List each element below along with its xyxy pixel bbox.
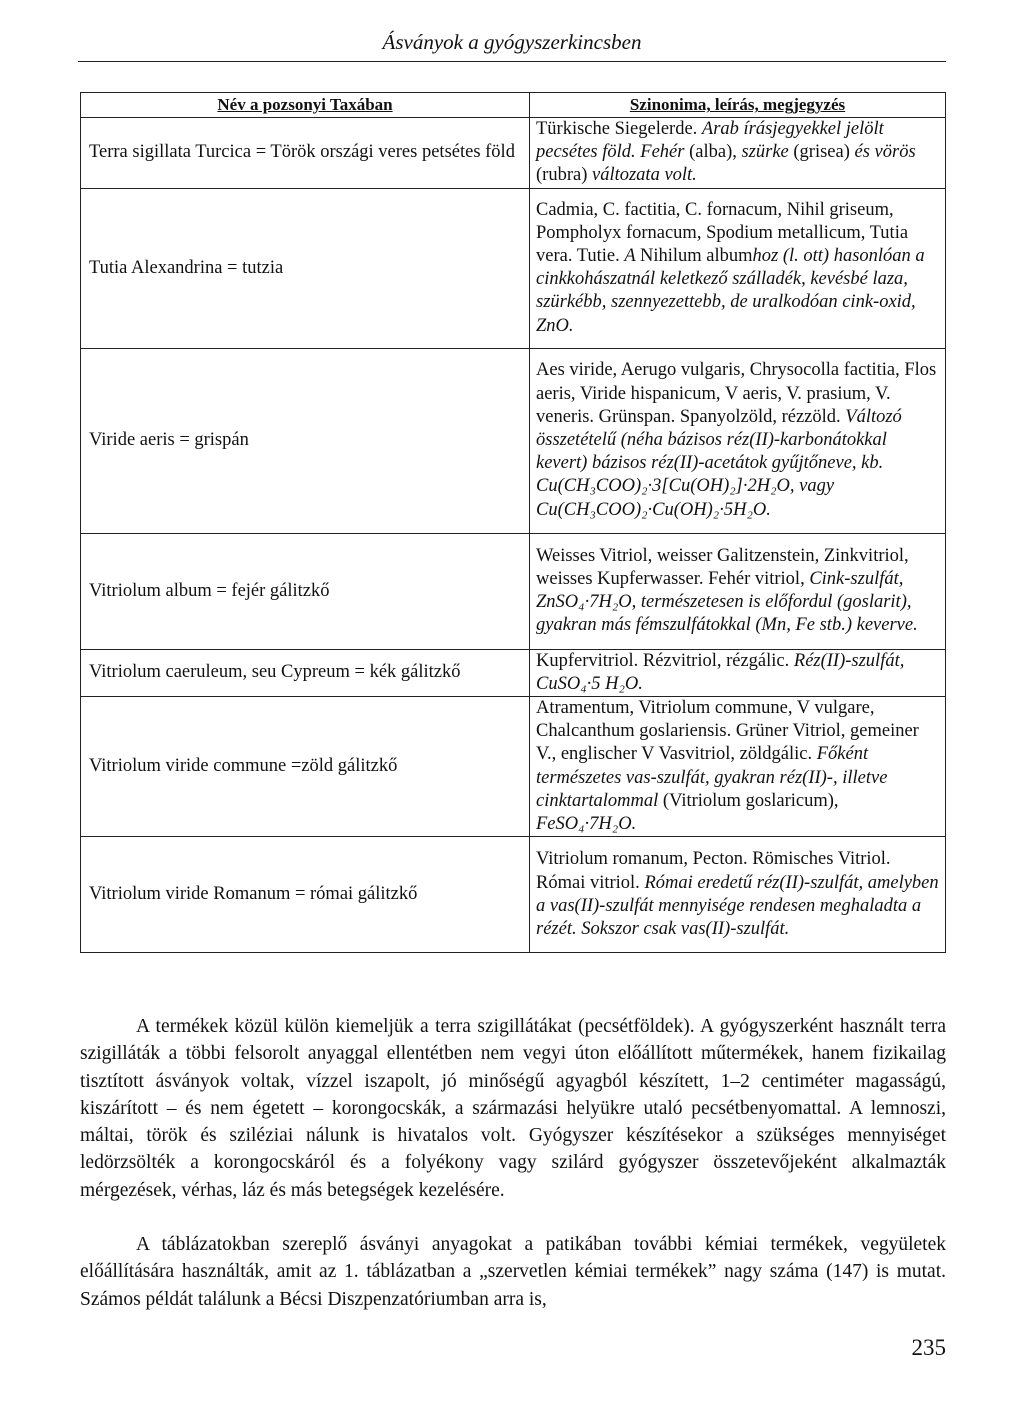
synonym-cell [530, 649, 946, 696]
body-paragraph-1: A termékek közül külön kiemeljük a terra szigillátákat (pecsétföldek). A gyógyszerként használt terra szigilláták a többi felsorolt anyaggal ellentétben nem vegyi úton előállított műtermékek, hanem fizikailag tisztított ásványok voltak, vízzel iszapolt, jó minőségű agyagból készített, 1–2 centiméter magasságú, kiszárított – és nem égetett – korongocskák, a származási helyükre utaló pecsétbenyomattal. A lemnoszi, máltai, török és sziléziai nálunk is hivatalos volt. Gyógyszer készítésekor a szükséges mennyiséget ledörzsölték a korongocskáról és a folyékony vagy szilárd gyógyszer összetevőjeként alkalmazták mérgezések, vérhas, láz és más betegségek kezelésére. [80, 1016, 946, 1201]
taxa-name-cell: Viride aeris = grispán [81, 348, 530, 533]
synonym-cell [530, 348, 946, 533]
running-header: Ásványok a gyógyszerkincsben [382, 30, 642, 54]
plain-text: Weisses Vitriol, weisser Galitzenstein, Zinkvitriol, weisses Kupferwasser. Fehér vitriol, [536, 545, 909, 589]
taxa-table [80, 92, 946, 953]
page-number: 235 [911, 1335, 946, 1360]
plain-text: Nihilum album [639, 245, 753, 266]
italic-text: Cink-szulfát, ZnSO₄·7H₂O, természetesen is előfordul (goslarit), gyakran más fémszulfátokkal (Mn, Fe stb.) keverve. [536, 568, 918, 636]
italic-text: Változó összetételű (néha bázisos réz(II)-karbonátokkal kevert) bázisos réz(II)-acetátok gyűjtőneve, kb. Cu(CH₃COO)₂·3[Cu(OH)₂]·2H₂O, vagy Cu(CH₃COO)₂·Cu(OH)₂·5H₂O. [536, 406, 902, 520]
synonym-cell [530, 697, 946, 837]
plain-text: Atramentum, Vitriolum commune, V vulgare, Chalcanthum goslariensis. Grüner Vitriol, gemeiner V., englischer V Vasvitriol, zöldgálic. [536, 698, 919, 765]
italic-text: Réz(II)-szulfát, CuSO₄·5 H₂O. [536, 650, 905, 694]
italic-text: hoz (l. ott) hasonlóan a cinkkohászatnál keletkező szálladék, kevésbé laza, szürkébb, szennyezettebb, de uralkodóan cink-oxid, ZnO. [536, 245, 925, 336]
italic-text: Főként természetes vas-szulfát, gyakran réz(II)-, illetve cinktartalommal [536, 744, 888, 811]
table-row [81, 188, 946, 348]
synonym-cell [530, 533, 946, 649]
italic-text: Római eredetű réz(II)-szulfát, amelyben a vas(II)-szulfát mennyisége rendesen meghaladta a rézét. Sokszor csak vas(II)-szulfát. [536, 872, 939, 939]
italic-text: FeSO₄·7H₂O. [536, 814, 637, 835]
italic-text: szürke [741, 142, 794, 163]
table-header-row [81, 93, 946, 118]
table-row [81, 348, 946, 533]
header-rule [78, 61, 946, 62]
taxa-name-cell: Vitriolum viride Romanum = római gálitzkő [81, 837, 530, 953]
taxa-name-cell: Vitriolum caeruleum, seu Cypreum = kék gálitzkő [81, 649, 530, 696]
plain-text: (alba), [689, 142, 742, 163]
plain-text: (grisea) [793, 142, 855, 163]
plain-text: Cadmia, C. factitia, C. fornacum, Nihil griseum, Pompholyx fornacum, Spodium metallicum, Tutia vera. Tutie. [536, 199, 909, 266]
italic-text: változata volt. [591, 165, 697, 186]
synonym-cell [530, 118, 946, 189]
table-row [81, 533, 946, 649]
synonym-cell [530, 837, 946, 953]
italic-text: Arab írásjegyekkel jelölt pecsétes föld. Fehér [536, 119, 884, 163]
column-header-synonym: Szinonima, leírás, megjegyzés [530, 93, 946, 118]
taxa-name-cell: Vitriolum album = fejér gálitzkő [81, 533, 530, 649]
plain-text: Türkische Siegelerde. [536, 119, 702, 139]
plain-text: (rubra) [536, 165, 592, 186]
table-row [81, 697, 946, 837]
taxa-name-cell: Vitriolum viride commune =zöld gálitzkő [81, 697, 530, 837]
taxa-name-cell: Tutia Alexandrina = tutzia [81, 188, 530, 348]
table-row [81, 118, 946, 189]
table-row [81, 649, 946, 696]
body-paragraph-2: A táblázatokban szereplő ásványi anyagokat a patikában további kémiai termékek, vegyületek előállítására használták, amit az 1. táblázatban a „szervetlen kémiai termékek” nagy száma (147) is mutat. Számos példát találunk a Bécsi Diszpenzatóriumban arra is, [80, 1234, 946, 1310]
italic-text: A [624, 245, 640, 266]
plain-text: Vitriolum romanum, Pecton. Römisches Vitriol. Római vitriol. [536, 849, 891, 893]
plain-text: Kupfervitriol. Rézvitriol, rézgálic. [536, 650, 794, 671]
plain-text: (Vitriolum goslaricum), [662, 790, 839, 811]
table-row [81, 837, 946, 953]
italic-text: és vörös [854, 142, 916, 163]
plain-text: Aes viride, Aerugo vulgaris, Chrysocolla factitia, Flos aeris, Viride hispanicum, V aeris, V. prasium, V. veneris. Grünspan. Spanyolzöld, rézzöld. [536, 360, 937, 427]
column-header-name: Név a pozsonyi Taxában [81, 93, 530, 118]
taxa-name-cell: Terra sigillata Turcica = Török országi veres petsétes föld [81, 118, 530, 189]
synonym-cell [530, 188, 946, 348]
